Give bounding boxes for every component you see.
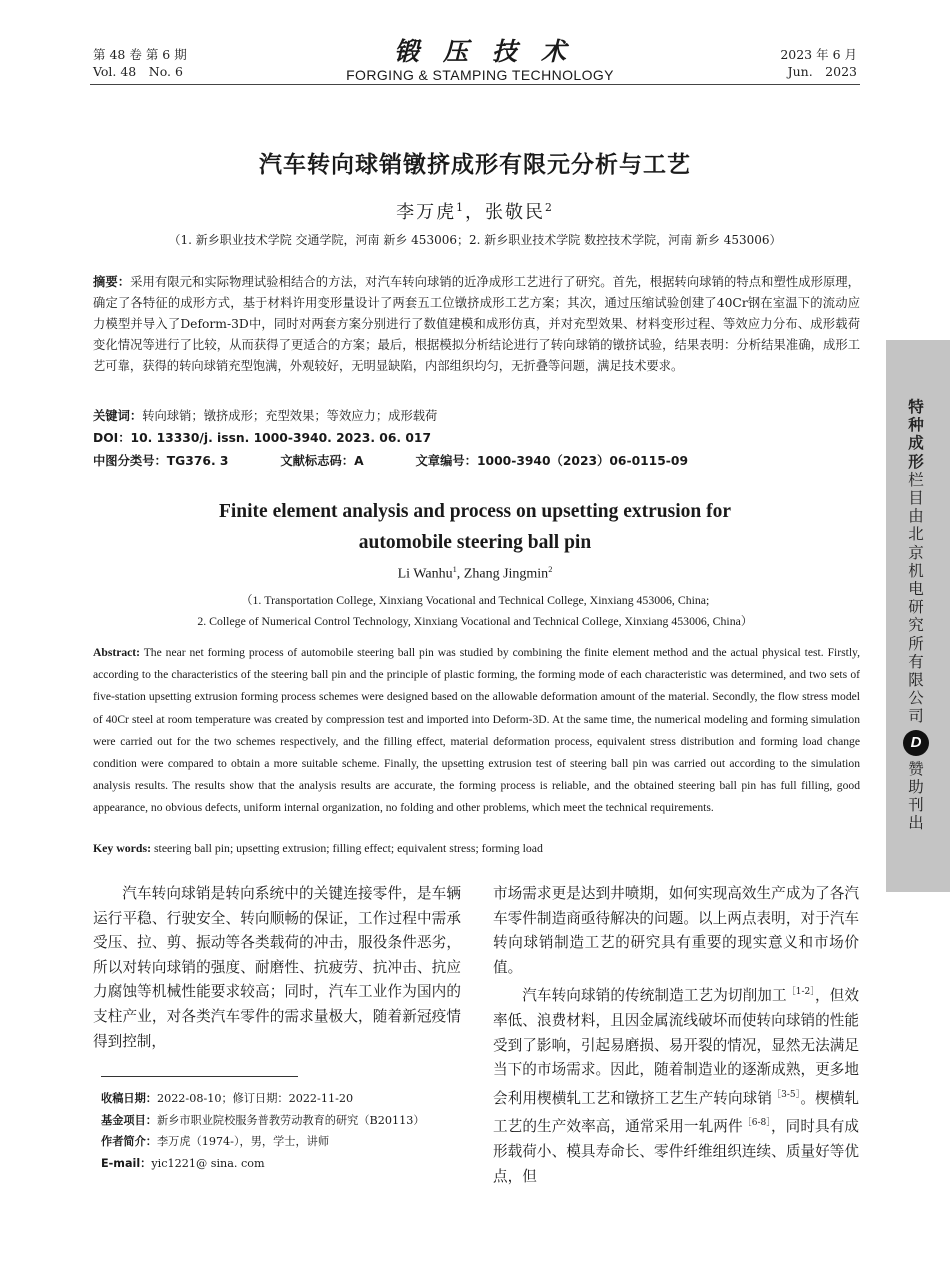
footnote-email xyxy=(101,1153,265,1174)
citation-ref: ［3-5］ xyxy=(772,1089,801,1100)
abstract-cn xyxy=(93,272,860,377)
authors-en xyxy=(90,565,860,583)
author-1-cn: 李万虎 xyxy=(396,202,457,223)
body-paragraph-continued: 市场需求更是达到井喷期，如何实现高效生产成为了各汽车零件制造商亟待解决的问题。以上两点表明，对于汽车转向球销制造工艺的研究具有重要的现实意义和市场价值。 xyxy=(493,885,859,976)
keywords-en-label: Key words: xyxy=(93,841,151,855)
abstract-en-text: The near net forming process of automobile steering ball pin was studied by combining the finite element method and the actual physical test. Firstly, according to the characteristics of the steering ball pin and the principle of plastic forming, the forming mode of each characteristic was determined, and two sets of five-station upsetting extrusion forming process schemes were designed based on the allowable deformation amount of the material. Secondly, the flow stress model of 40Cr steel at room temperature was created by compression test and imported into Deform-3D. At the same time, the numerical modeling and forming simulation were carried out for the two schemes respectively, and the filling effect, material deformation process, equivalent stress distribution and forming load change condition were compared to obtain a more suitable scheme. Finally, the upsetting extrusion test of steering ball pin was carried out according to the simulation analysis results. The results show that the analysis results are accurate, the forming process is reliable, and the obtained steering ball pin has full filling, good appearance, no obvious defects, uniform internal organization, no folding and other problems, which meet the technical requirements. xyxy=(93,646,860,815)
author-2-en-sup: 2 xyxy=(548,565,553,574)
footnote-fund xyxy=(101,1110,425,1131)
sidebar-bold-text: 特 种 成 形 xyxy=(908,398,924,471)
affiliation-cn: （1. 新乡职业技术学院 交通学院，河南 新乡 453006；2. 新乡职业技术学院 数控技术学院，河南 新乡 453006） xyxy=(168,233,782,247)
abstract-cn-label: 摘要： xyxy=(93,275,131,289)
body-column-left xyxy=(93,882,461,1054)
keywords-cn-text: 转向球销；镦挤成形；充型效果；等效应力；成形载荷 xyxy=(142,409,438,423)
footnote-fund-label: 基金项目： xyxy=(101,1114,157,1127)
footnote-dates-value: 2022-08-10；修订日期：2022-11-20 xyxy=(156,1092,354,1105)
author-separator: ， xyxy=(465,202,485,223)
author-1-en: Li Wanhu xyxy=(397,566,453,582)
footnote-fund-value: 新乡市职业院校服务普教劳动教育的研究（B20113） xyxy=(156,1114,425,1127)
abstract-en-label: Abstract: xyxy=(93,646,141,659)
authors-cn xyxy=(90,198,860,224)
header-rule xyxy=(90,84,860,85)
footnote-author-label: 作者简介： xyxy=(101,1135,157,1148)
author-separator-en: , xyxy=(456,566,464,582)
sidebar-text: 栏 目 由 北 京 机 电 研 究 所 有 限 公 司 xyxy=(908,470,924,726)
date-cn: 2023 年 6 月 xyxy=(780,47,857,62)
affiliation-en xyxy=(90,590,860,632)
clc-value: TG376. 3 xyxy=(166,454,229,468)
sponsor-sidebar-text xyxy=(896,398,936,832)
doc-code-value: A xyxy=(354,454,364,468)
author-2-en: Zhang Jingmin xyxy=(463,566,549,582)
paper-title-en xyxy=(90,496,860,558)
paper-title-cn: 汽车转向球销镦挤成形有限元分析与工艺 xyxy=(259,152,691,178)
paper-title-en-line1: Finite element analysis and process on upsetting extrusion for xyxy=(218,501,732,522)
keywords-cn xyxy=(93,406,437,426)
volume-en: Vol. 48 No. 6 xyxy=(93,64,183,79)
classification-line xyxy=(93,451,688,471)
body-text: ，同时具有成形载荷小、模具寿命长、零件纤维组织连续、质量好等优点，但 xyxy=(493,1118,859,1185)
footnote-email-label: E-mail： xyxy=(101,1157,152,1170)
footnote-author xyxy=(101,1131,329,1152)
body-column-right xyxy=(493,882,859,1189)
sidebar-end-text: 赞 助 刊 出 xyxy=(908,759,924,833)
footnote-rule xyxy=(101,1076,298,1077)
doi-label: DOI： xyxy=(93,431,131,445)
journal-name-cn: 锻压技术 xyxy=(393,37,590,66)
clc-label: 中图分类号： xyxy=(93,454,167,468)
doi-line xyxy=(93,428,431,448)
running-header-left xyxy=(93,46,187,80)
sponsor-logo-icon: D xyxy=(903,730,929,756)
body-paragraph: 汽车转向球销是转向系统中的关键连接零件，是车辆运行平稳、行驶安全、转向顺畅的保证，工作过程中需承受压、拉、剪、振动等各类载荷的冲击，服役条件恶劣，所以对转向球销的强度、耐磨性、抗疲劳、抗冲击、抗应力腐蚀等机械性能要求较高；同时，汽车工业作为国内的支柱产业，对各类汽车零件的需求量极大，随着新冠疫情得到控制， xyxy=(93,885,461,1050)
running-header-right xyxy=(780,46,857,80)
date-en: Jun. 2023 xyxy=(787,64,857,79)
author-2-cn: 张敬民 xyxy=(485,202,545,223)
affiliation-en-line1: （1. Transportation College, Xinxiang Vocational and Technical College, Xinxiang 453006, China; xyxy=(240,593,710,607)
citation-ref: ［1-2］ xyxy=(786,987,815,998)
author-2-cn-sup: 2 xyxy=(545,201,554,214)
journal-masthead xyxy=(300,38,660,84)
volume-cn: 第 48 卷 第 6 期 xyxy=(93,47,187,62)
author-1-en-sup: 1 xyxy=(452,565,457,574)
keywords-en-text: steering ball pin; upsetting extrusion; filling effect; equivalent stress; forming load xyxy=(151,841,543,855)
keywords-cn-label: 关键词： xyxy=(93,409,143,423)
footnote-author-value: 李万虎（1974-），男，学士，讲师 xyxy=(156,1135,330,1148)
citation-ref: ［6-8］ xyxy=(742,1118,771,1129)
body-text: 。楔横轧工艺的生产效率高，通常采用一轧两件 xyxy=(493,1089,859,1136)
doi-value: 10. 13330/j. issn. 1000-3940. 2023. 06. 017 xyxy=(130,431,432,445)
body-text: 汽车转向球销的传统制造工艺为切削加工 xyxy=(522,987,787,1005)
article-number-value: 1000-3940（2023）06-0115-09 xyxy=(476,454,689,468)
body-paragraph xyxy=(493,980,859,1189)
affiliation-en-line2: 2. College of Numerical Control Technology, Xinxiang Vocational and Technical College, Xinxiang 453006, China） xyxy=(197,614,753,628)
paper-title-en-line2: automobile steering ball pin xyxy=(358,532,592,553)
keywords-en xyxy=(93,841,543,856)
abstract-en xyxy=(93,642,860,820)
abstract-cn-text: 采用有限元和实际物理试验相结合的方法，对汽车转向球销的近净成形工艺进行了研究。首先，根据转向球销的特点和塑性成形原理，确定了各特征的成形方式，基于材料许用变形量设计了两套五工位镦挤成形工艺方案；其次，通过压缩试验创建了40Cr钢在室温下的流动应力模型并导入了Deform-3D中，同时对两套方案分别进行了数值建模和成形仿真，并对充型效果、材料变形过程、等效应力分布、成形载荷变化情况等进行了比较，从而获得了更适合的方案；最后，根据模拟分析结论进行了转向球销的镦挤试验，结果表明：分析结果准确，成形工艺可靠，获得的转向球销充型饱满，外观较好，无明显缺陷，内部组织均匀，无折叠等问题，满足技术要求。 xyxy=(93,275,860,373)
article-number-label: 文章编号： xyxy=(415,454,477,468)
footnote-email-value: yic1221@ sina. com xyxy=(151,1157,265,1170)
footnote-dates-label: 收稿日期： xyxy=(101,1092,157,1105)
journal-name-en: FORGING & STAMPING TECHNOLOGY xyxy=(346,67,614,83)
author-1-cn-sup: 1 xyxy=(456,201,465,214)
body-text: ，但效率低、浪费材料，且因金属流线破坏而使转向球销的性能受到了影响，引起易磨损、易开裂的情况，显然无法满足当下的市场需求。因此，随着制造业的逐渐成熟，更多地会利用楔横轧工艺和镦挤工艺生产转向球销 xyxy=(493,987,859,1107)
footnote-dates xyxy=(101,1088,353,1109)
doc-code-label: 文献标志码： xyxy=(280,454,355,468)
